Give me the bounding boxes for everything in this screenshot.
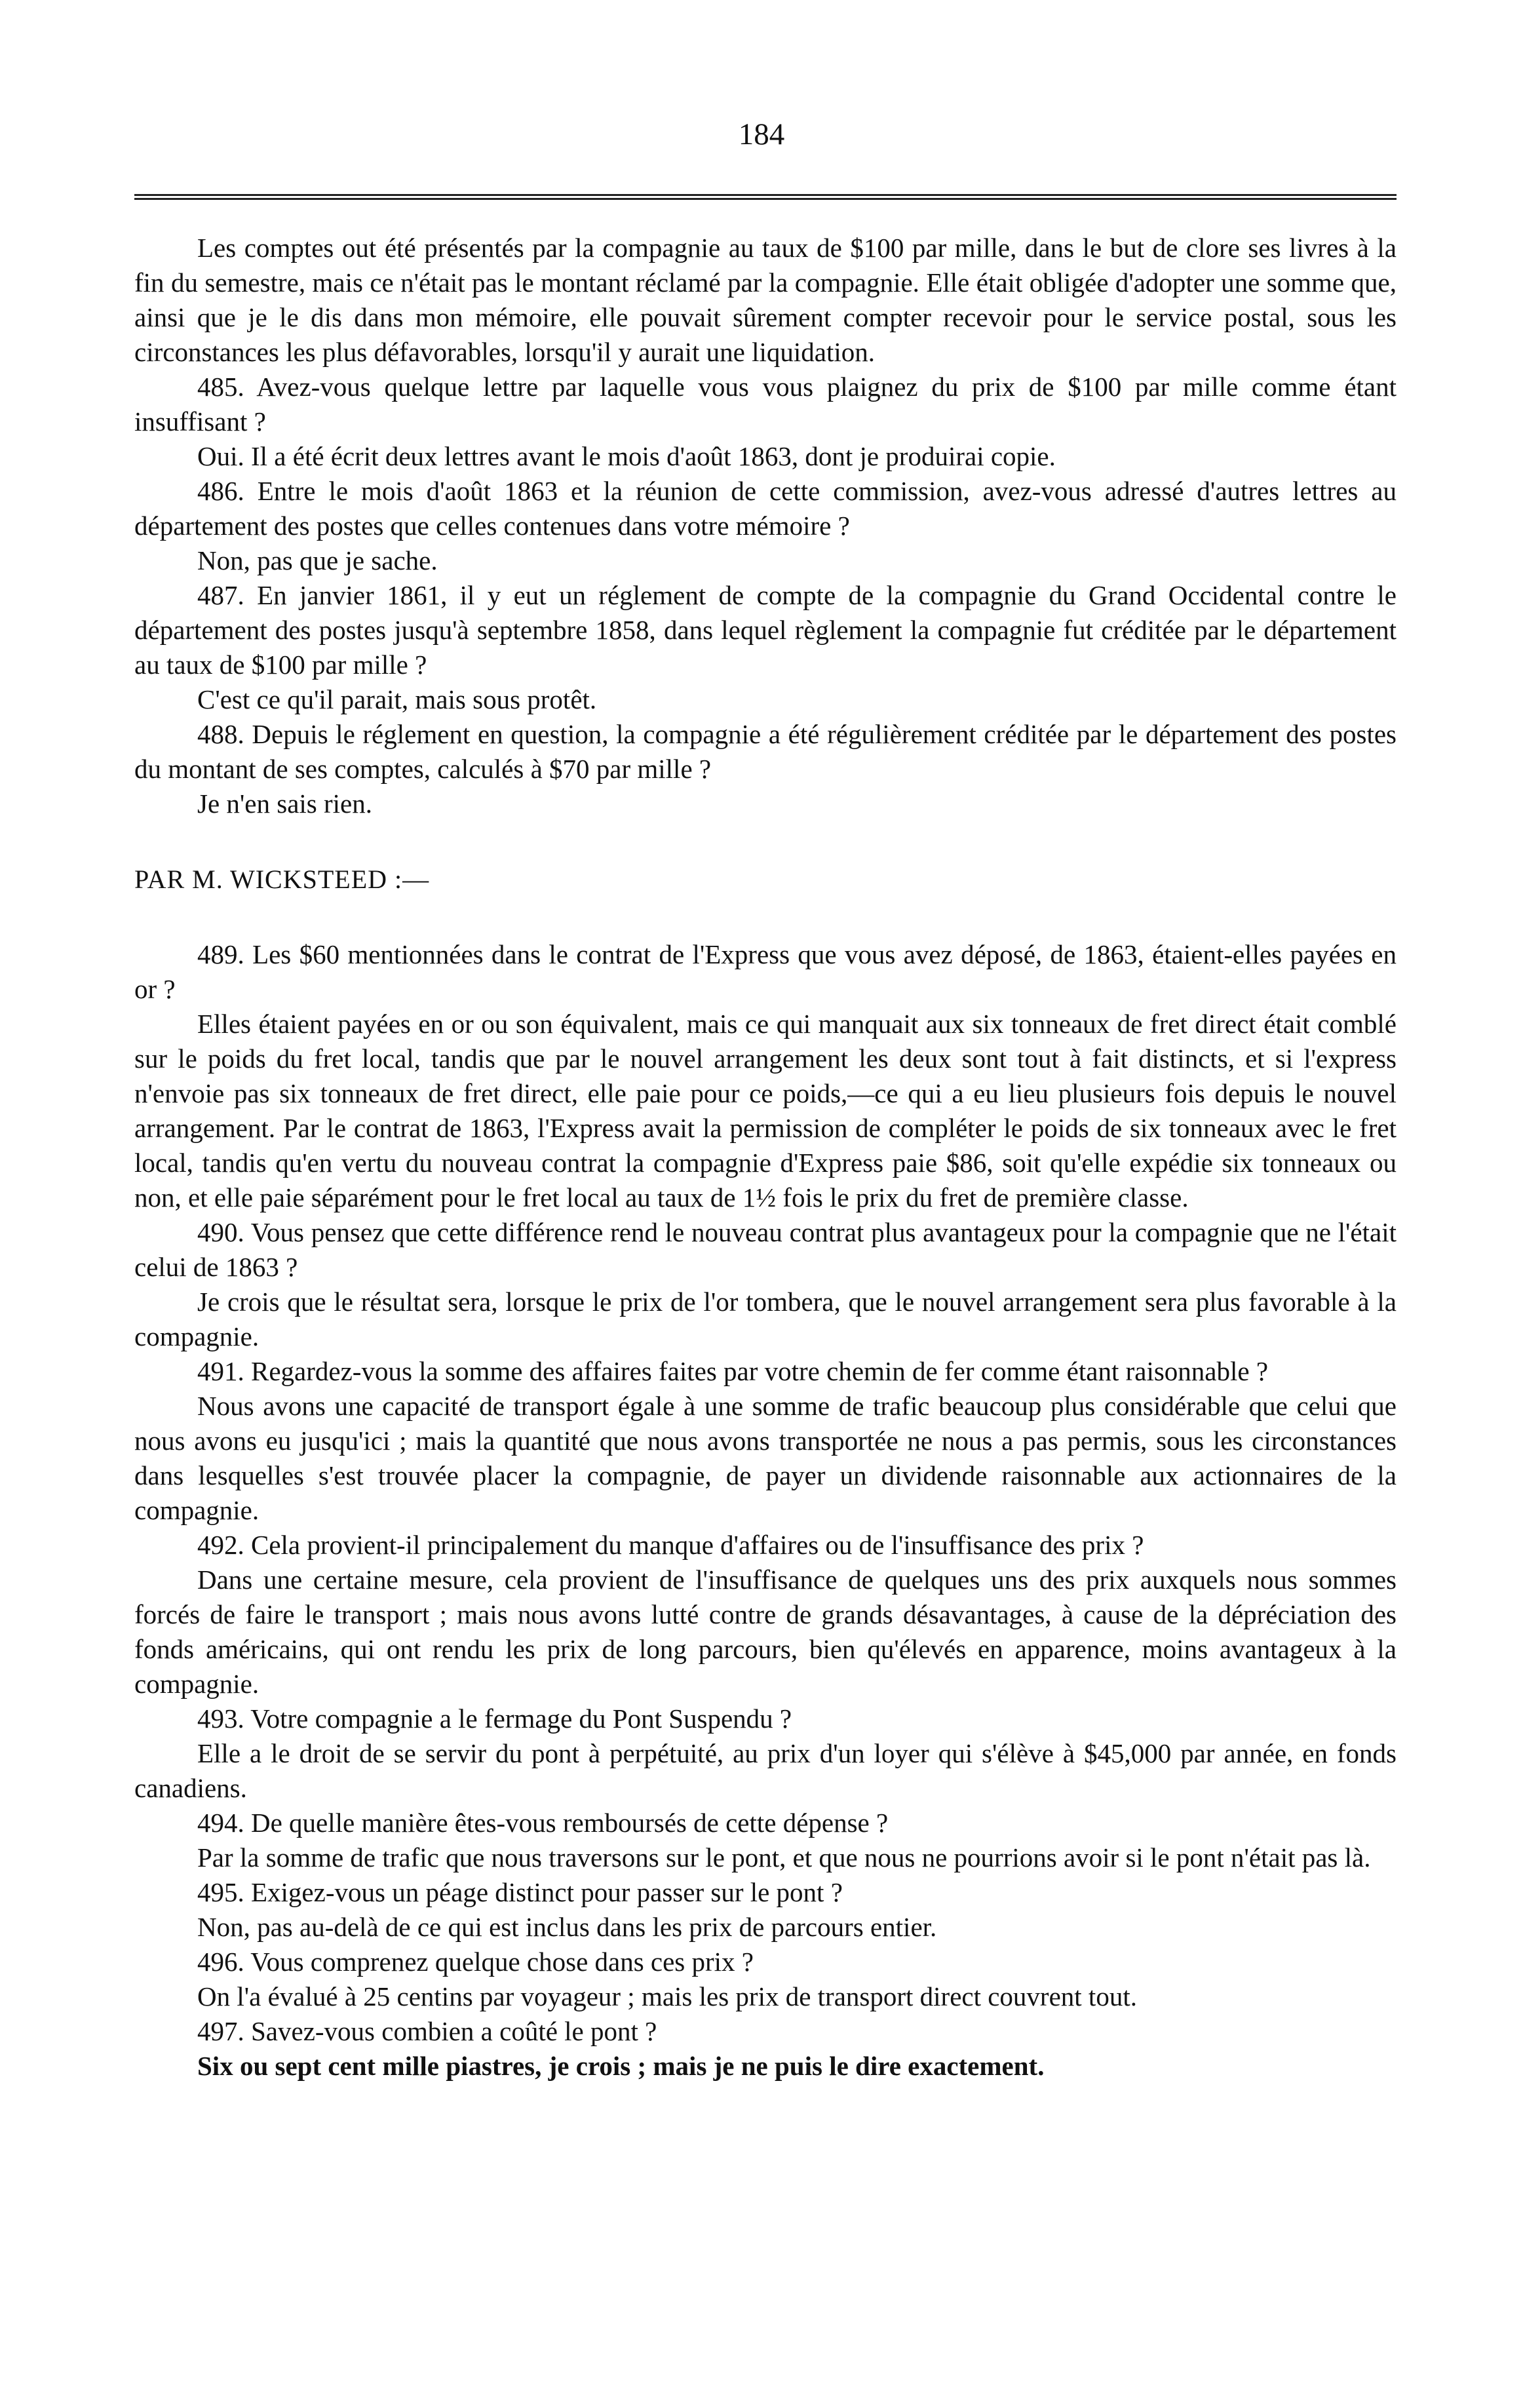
question: 495. Exigez-vous un péage distinct pour passer sur le pont ? (197, 1877, 843, 1907)
answer: Non, pas que je sache. (197, 545, 438, 575)
answer: On l'a évalué à 25 centins par voyageur ; mais les prix de transport direct couvrent tout. (197, 1981, 1137, 2011)
answer: Non, pas au-delà de ce qui est inclus dans les prix de parcours entier. (197, 1912, 937, 1942)
answer: Je crois que le résultat sera, lorsque le prix de l'or tombera, que le nouvel arrangement sera plus favorable à la compagnie. (134, 1287, 1397, 1351)
question: 497. Savez-vous combien a coûté le pont ? (197, 2016, 657, 2046)
paragraph: Les comptes out été présentés par la compagnie au taux de $100 par mille, dans le but de clore ses livres à la fin du semestre, mais ce n'était pas le montant réclamé par la compagnie. Elle était obligée d'adopter une somme que, ainsi que je le dis dans mon mémoire, elle pouvait sûrement compter recevoir pour le service postal, sous les circonstances les plus défavorables, lorsqu'il y aurait une liquidation. (134, 233, 1397, 367)
question: 489. Les $60 mentionnées dans le contrat de l'Express que vous avez déposé, de 1863, étaient-elles payées en or ? (134, 939, 1397, 1004)
question: 488. Depuis le réglement en question, la compagnie a été régulièrement créditée par le département des postes du montant de ses comptes, calculés à $70 par mille ? (134, 719, 1397, 784)
answer: Elles étaient payées en or ou son équivalent, mais ce qui manquait aux six tonneaux de fret direct était comblé sur le poids du fret local, tandis que par le nouvel arrangement les deux sont tout à fait distincts, et si l'express n'envoie pas six tonneaux de fret direct, elle paie pour ce poids,—ce qui a eu lieu plusieurs fois depuis le nouvel arrangement. Par le contrat de 1863, l'Express avait la permission de compléter le poids de six tonneaux avec le fret local, tandis qu'en vertu du nouveau contrat la compagnie d'Express paie $86, soit qu'elle expédie six tonneaux ou non, et elle paie séparément pour le fret local au taux de 1½ fois le prix du fret de première classe. (134, 1009, 1397, 1213)
question: 496. Vous comprenez quelque chose dans ces prix ? (197, 1947, 754, 1977)
answer: Dans une certaine mesure, cela provient de l'insuffisance de quelques uns des prix auxquels nous sommes forcés de faire le transport ; mais nous avons lutté contre de grands désavantages, à cause de la dépréciation des fonds américains, qui ont rendu les prix de long parcours, bien qu'élevés en apparence, moins avantageux à la compagnie. (134, 1564, 1397, 1699)
answer: Je n'en sais rien. (197, 788, 372, 819)
answer: Six ou sept cent mille piastres, je crois ; mais je ne puis le dire exactement. (197, 2051, 1045, 2081)
answer: Par la somme de trafic que nous traversons sur le pont, et que nous ne pourrions avoir si le pont n'était pas là. (197, 1842, 1371, 1873)
question: 485. Avez-vous quelque lettre par laquelle vous vous plaignez du prix de $100 par mille comme étant insuffisant ? (134, 372, 1397, 437)
question: 494. De quelle manière êtes-vous remboursés de cette dépense ? (197, 1808, 889, 1838)
question: 490. Vous pensez que cette différence rend le nouveau contrat plus avantageux pour la compagnie que ne l'était celui de 1863 ? (134, 1217, 1397, 1282)
question: 487. En janvier 1861, il y eut un réglement de compte de la compagnie du Grand Occidental contre le département des postes jusqu'à septembre 1858, dans lequel règlement la compagnie fut créditée par le département au taux de $100 par mille ? (134, 580, 1397, 680)
answer: C'est ce qu'il parait, mais sous protêt. (197, 684, 597, 714)
answer: Elle a le droit de se servir du pont à perpétuité, au prix d'un loyer qui s'élève à $45,000 par année, en fonds canadiens. (134, 1738, 1397, 1803)
question: 492. Cela provient-il principalement du manque d'affaires ou de l'insuffisance des prix ? (197, 1530, 1144, 1560)
page-number: 184 (738, 117, 785, 151)
question: 491. Regardez-vous la somme des affaires faites par votre chemin de fer comme étant raisonnable ? (197, 1356, 1269, 1386)
section-heading: PAR M. WICKSTEED :— (134, 864, 430, 894)
body-text (134, 231, 1397, 2084)
answer: Nous avons une capacité de transport égale à une somme de trafic beaucoup plus considérable que celui que nous avons eu jusqu'ici ; mais la quantité que nous avons transportée ne nous a pas permis, sous les circonstances dans lesquelles s'est trouvée placer la compagnie, de payer un dividende raisonnable aux actionnaires de la compagnie. (134, 1391, 1397, 1525)
question: 493. Votre compagnie a le fermage du Pont Suspendu ? (197, 1703, 792, 1734)
question: 486. Entre le mois d'août 1863 et la réunion de cette commission, avez-vous adressé d'autres lettres au département des postes que celles contenues dans votre mémoire ? (134, 476, 1397, 541)
header-rule (134, 194, 1397, 200)
answer: Oui. Il a été écrit deux lettres avant le mois d'août 1863, dont je produirai copie. (197, 441, 1056, 471)
